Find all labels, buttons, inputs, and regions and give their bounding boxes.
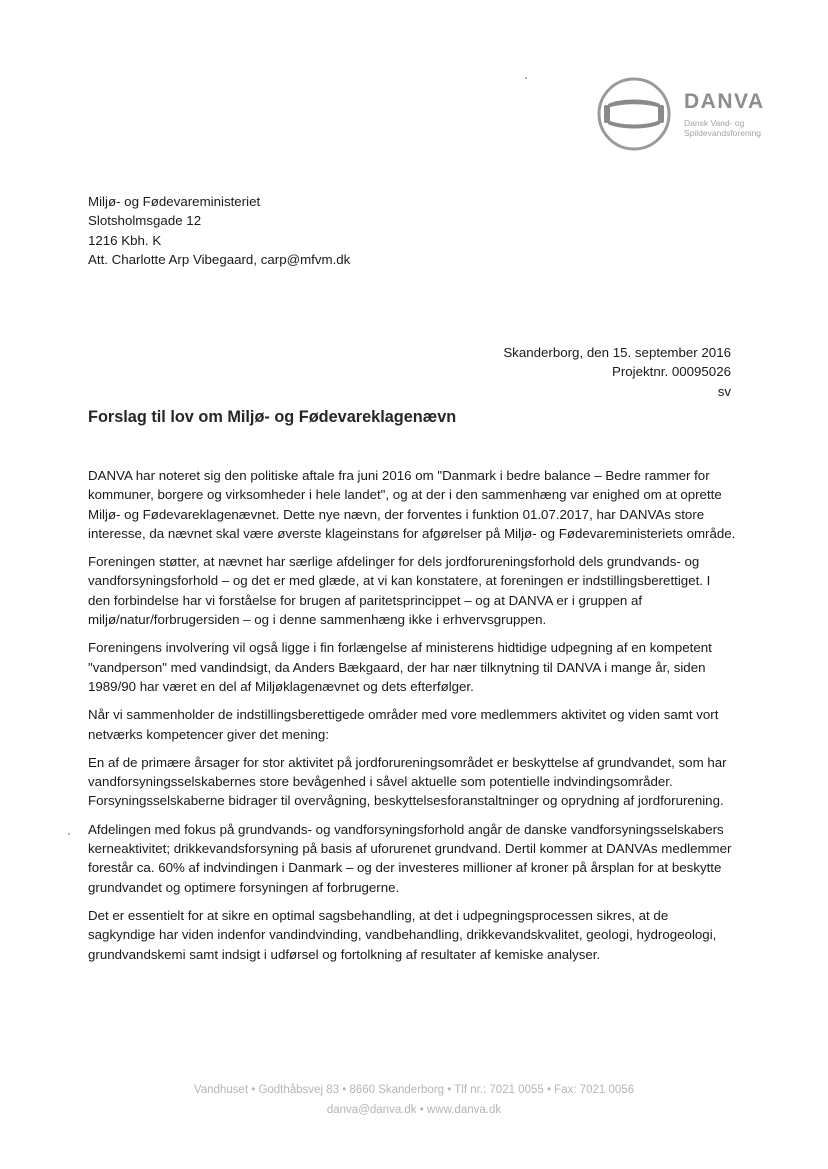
place-date: Skanderborg, den 15. september 2016 — [503, 345, 731, 360]
initials: sv — [717, 383, 731, 399]
paragraph: Det er essentielt for at sikre en optimal sagsbehandling, at det i udpegningsprocessen sikres, at de sagkyndige har viden indenfor vandindvinding, vandbehandling, drikkevandskvalitet, geologi, hydrogeologi, grundvandskemi samt indsigt i udførsel og fortolkning af resultater af kemiske analyser. — [88, 907, 717, 962]
recipient-line: 1216 Kbh. K — [88, 232, 162, 248]
paragraph: Når vi sammenholder de indstillingsberettigede områder med vore medlemmers aktivitet og viden samt vort netværks kompetencer giver det mening: — [88, 707, 719, 742]
letter-title: Forslag til lov om Miljø- og Fødevareklagenævn — [88, 408, 457, 426]
footer-address: Vandhuset • Godthåbsvej 83 • 8660 Skanderborg • Tlf nr.: 7021 0055 • Fax: 7021 0056 — [193, 1084, 635, 1096]
letter-meta — [503, 343, 731, 401]
recipient-address — [88, 192, 350, 269]
logo-subtitle-line2: Spildevandsforening — [684, 128, 762, 138]
danva-logo — [596, 76, 786, 156]
scan-speck — [525, 77, 527, 79]
paragraph: En af de primære årsager for stor aktivitet på jordforureningsområdet er beskyttelse af grundvandet, som har vandforsyningsselskabernes store bevågenhed i såvel aktuelle som potentielle indvindingsområder. Forsyningsselskaberne bidrager til overvågning, beskyttelsesforanstaltninger og oprydning af jordforurening. — [88, 754, 727, 809]
logo-subtitle — [684, 118, 761, 138]
scan-speck — [68, 833, 70, 835]
recipient-line: Slotsholmsgade 12 — [88, 213, 202, 229]
logo-subtitle-line1: Dansk Vand- og — [684, 118, 745, 128]
footer-contact: danva@danva.dk • www.danva.dk — [326, 1104, 502, 1116]
letter-footer — [0, 1080, 828, 1120]
recipient-attention: Att. Charlotte Arp Vibegaard, carp@mfvm.dk — [88, 251, 351, 267]
danva-logo-mark — [596, 76, 676, 156]
paragraph: Afdelingen med fokus på grundvands- og vandforsyningsforhold angår de danske vandforsyningsselskabers kerneaktivitet; drikkevandsforsyning på basis af uforurenet grundvand. Dertil kommer at DANVAs medlemmer forestår ca. 60% af indvindingen i Danmark – og der investeres millioner af kroner på årsplan for at beskytte grundvandet og optimere forsyningen af forbrugerne. — [88, 821, 732, 895]
paragraph: Foreningens involvering vil også ligge i fin forlængelse af ministerens hidtidige udpegning af en kompetent "vandperson" med vandindsigt, da Anders Bækgaard, der har nær tilknytning til DANVA i mange år, siden 1989/90 har været en del af Miljøklagenævnet og dets efterfølger. — [88, 640, 712, 694]
letter-body — [88, 466, 736, 973]
paragraph: Foreningen støtter, at nævnet har særlige afdelinger for dels jordforureningsforhold dels grundvands- og vandforsyningsforhold – og det er med glæde, at vi kan konstatere, at foreningen er indstillingsberettiget. I den forbindelse har vi forståelse for brugen af paritetsprincippet – og at DANVA er i gruppen af miljø/natur/forbrugersiden – og i denne sammenhæng ikke i erhvervsgruppen. — [88, 554, 711, 628]
project-number: Projektnr. 00095026 — [611, 364, 731, 380]
logo-wordmark: DANVA — [684, 90, 765, 113]
paragraph: DANVA har noteret sig den politiske aftale fra juni 2016 om "Danmark i bedre balance – Bedre rammer for kommuner, borgere og virksomheder i hele landet", og at der i den sammenhæng var enighed om at oprette Miljø- og Fødevareklagenævnet. Dette nye nævn, der forventes i funktion 01.07.2017, har DANVAs store interesse, da nævnet skal være øverste klageinstans for afgørelser på Miljø- og Fødevareministeriets område. — [88, 468, 736, 541]
recipient-line: Miljø- og Fødevareministeriet — [88, 194, 261, 209]
